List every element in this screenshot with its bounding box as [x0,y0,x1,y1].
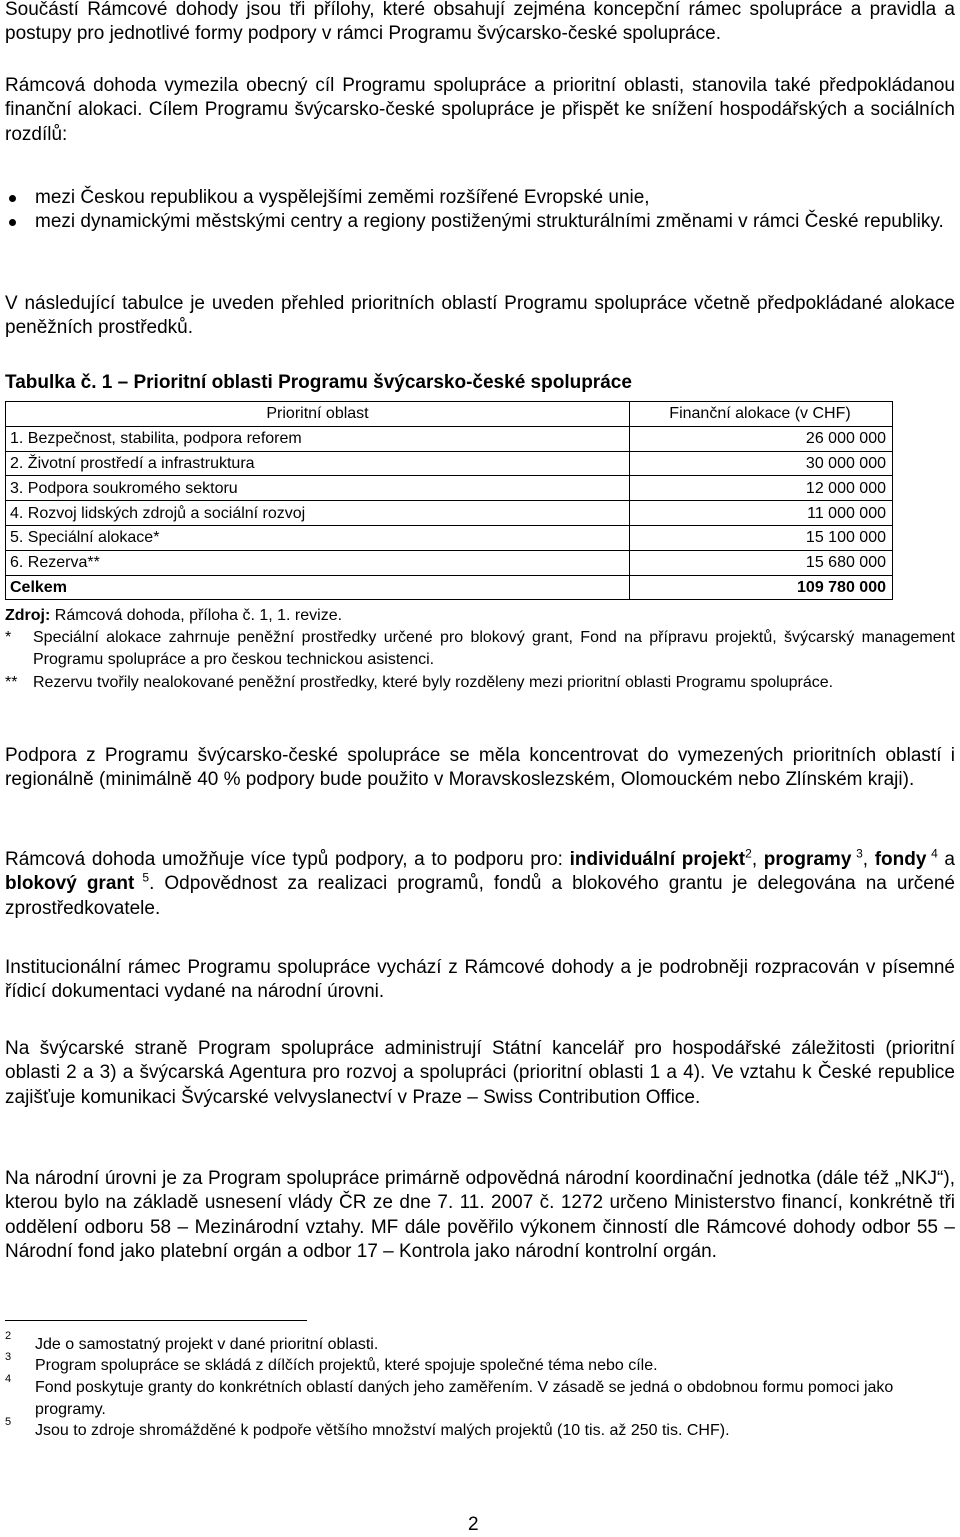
table-cell: 26 000 000 [630,426,893,451]
table-source: Zdroj: Rámcová dohoda, příloha č. 1, 1. revize. [5,607,343,624]
table-note: ** Rezervu tvořily nealokované peněžní prostředky, které byly rozděleny mezi prioritní oblasti Programu spolupráce. [5,674,834,691]
table-row [6,550,893,575]
table-row [6,525,893,550]
table-note: * Speciální alokace zahrnuje peněžní prostředky určené pro blokový grant, Fond na přípravu projektů, švýcarský management Programu spolupráce a pro českou technickou asistenci. [5,629,955,668]
column-header: Finanční alokace (v CHF) [630,402,893,427]
table-cell: 5. Speciální alokace* [6,525,630,550]
table-cell: 109 780 000 [630,575,893,600]
table-row [6,451,893,476]
intro-paragraph-3: V následující tabulce je uveden přehled prioritních oblastí Programu spolupráce včetně předpokládané alokace peněžních prostředků. [5,293,955,339]
footnote: 5 Jsou to zdroje shromážděné k podpoře většího množství malých projektů (10 tis. až 250 tis. CHF). [5,1416,730,1439]
table-cell: 1. Bezpečnost, stabilita, podpora reforem [6,426,630,451]
table-caption: Tabulka č. 1 – Prioritní oblasti Programu švýcarsko-české spolupráce [5,372,632,393]
footnote-divider [5,1320,307,1321]
table-cell: Celkem [6,575,630,600]
footnote: 2 Jde o samostatný projekt v dané prioritní oblasti. [5,1330,379,1353]
priority-areas-table [5,401,893,600]
footnote: 4 Fond poskytuje granty do konkrétních oblastí daných jeho zaměřením. V zásadě se jedná o obdobnou formu pomoci jako programy. [5,1373,894,1418]
table-cell: 11 000 000 [630,501,893,526]
intro-paragraph-2: Rámcová dohoda vymezila obecný cíl Programu spolupráce a prioritní oblasti, stanovila také předpokládanou finanční alokaci. Cílem Programu švýcarsko-české spolupráce je přispět ke snížení hospodářských a sociálních rozdílů: [5,75,955,145]
bullet-icon [9,195,16,202]
column-header: Prioritní oblast [6,402,630,427]
table-cell: 2. Životní prostředí a infrastruktura [6,451,630,476]
table-row [6,476,893,501]
table-total-row [6,575,893,600]
footnote: 3 Program spolupráce se skládá z dílčích projektů, které spojuje společné téma nebo cíle. [5,1351,658,1374]
intro-paragraph-1: Součástí Rámcové dohody jsou tři přílohy, které obsahují zejména koncepční rámec spolupráce a pravidla a postupy pro jednotlivé formy podpory v rámci Programu švýcarsko-české spolupráce. [5,0,955,45]
table-cell: 12 000 000 [630,476,893,501]
body-paragraph: Podpora z Programu švýcarsko-české spolupráce se měla koncentrovat do vymezených prioritních oblastí i regionálně (minimálně 40 % podpory bude použito v Moravskoslezském, Olomouckém nebo Zlínském kraji). [5,745,955,791]
body-paragraph: Na švýcarské straně Program spolupráce administrují Státní kancelář pro hospodářské záležitosti (prioritní oblasti 2 a 3) a švýcarská Agentura pro rozvoj a spolupráci (prioritní oblasti 1 a 4). Ve vztahu k České republice zajišťuje komunikaci Švýcarské velvyslanectví v Praze – Swiss Contribution Office. [5,1038,955,1108]
table-cell: 3. Podpora soukromého sektoru [6,476,630,501]
body-paragraph: Rámcová dohoda umožňuje více typů podpory, a to podporu pro: individuální projekt$^2$, programy $^3$, fondy $^4$ a blokový grant $^5$. Odpovědnost za realizaci programů, fondů a blokového grantu je delegována na určené zprostředkovatele. [5,846,955,919]
table-cell: 4. Rozvoj lidských zdrojů a sociální rozvoj [6,501,630,526]
table-cell: 15 680 000 [630,550,893,575]
body-paragraph: Na národní úrovni je za Program spolupráce primárně odpovědná národní koordinační jednotka (dále též „NKJ“), kterou bylo na základě usnesení vlády ČR ze dne 7. 11. 2007 č. 1272 určeno Ministerstvo financí, konkrétně tři oddělení odboru 58 – Mezinárodní vztahy. MF dále pověřilo výkonem činností dle Rámcové dohody odbor 55 – Národní fond jako platební orgán a odbor 17 – Kontrola jako národní kontrolní orgán. [5,1168,955,1263]
table-row [6,501,893,526]
page-number: 2 [468,1514,479,1535]
list-item: mezi dynamickými městskými centry a regiony postiženými strukturálními změnami v rámci České republiky. [5,210,955,234]
table-header-row [6,402,893,427]
table-cell: 30 000 000 [630,451,893,476]
bullet-icon [9,219,16,226]
goal-list [5,186,955,235]
list-item: mezi Českou republikou a vyspělejšími zeměmi rozšířené Evropské unie, [5,186,955,210]
table-cell: 6. Rezerva** [6,550,630,575]
body-paragraph: Institucionální rámec Programu spolupráce vychází z Rámcové dohody a je podrobněji rozpracován v písemné řídicí dokumentaci vydané na národní úrovni. [5,957,955,1003]
table-cell: 15 100 000 [630,525,893,550]
table-row [6,426,893,451]
